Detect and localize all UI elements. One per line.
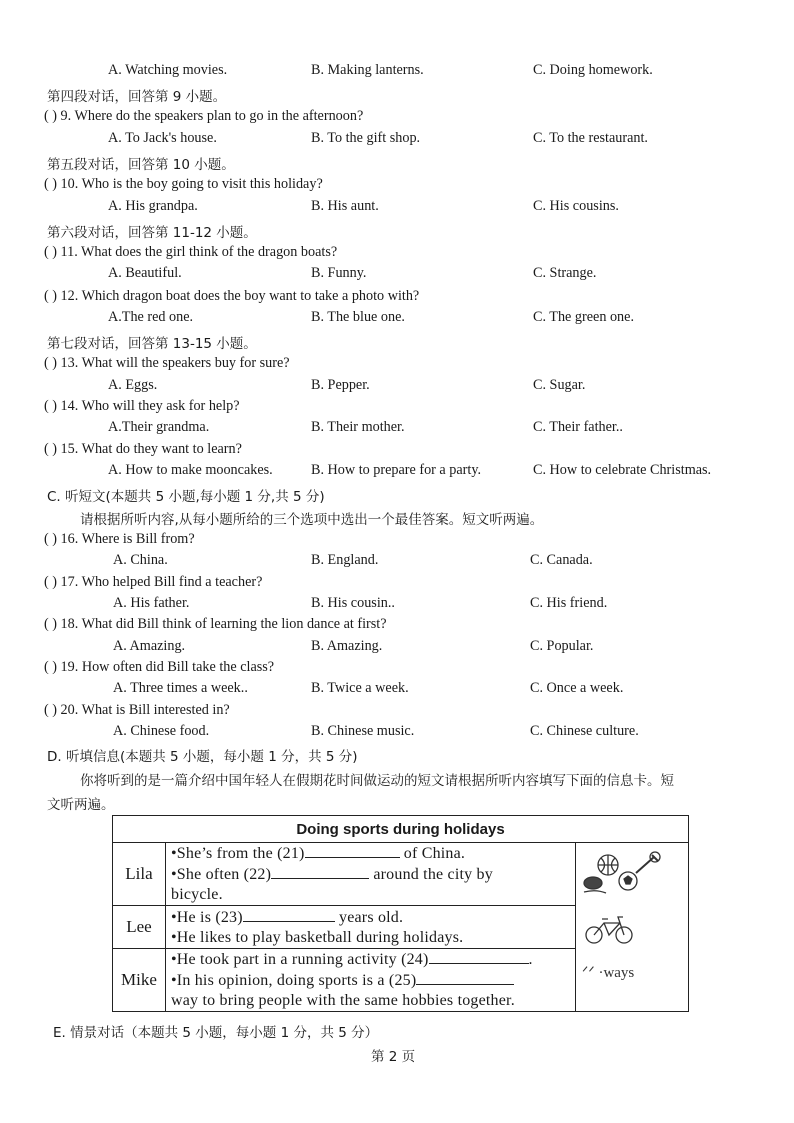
q8opts-text: C. Doing homework. <box>533 62 653 78</box>
q16opts-text: C. Canada. <box>530 552 593 568</box>
card-line-text: of China. <box>399 845 466 862</box>
q20-text: ( ) 20. What is Bill interested in? <box>44 702 230 718</box>
q17opts-text: A. His father. <box>113 595 190 611</box>
q16opts-text: B. England. <box>311 552 379 568</box>
card-line <box>171 843 575 864</box>
card-line-text: way to bring people with the same hobbies together. <box>171 992 515 1009</box>
lee-info <box>166 906 576 949</box>
card-title: Doing sports during holidays <box>113 816 689 843</box>
q12opts-text: A.The red one. <box>108 309 194 325</box>
q8opts-text: B. Making lanterns. <box>311 62 424 78</box>
q13opts-text: B. Pepper. <box>311 377 370 393</box>
secDinst2-text: 文听两遍。 <box>47 797 115 813</box>
q11-text: ( ) 11. What does the girl think of the dragon boats? <box>44 244 338 260</box>
q20opts-text: C. Chinese culture. <box>530 723 639 739</box>
q10opts-text: A. His grandpa. <box>108 198 198 214</box>
q10opts-text: B. His aunt. <box>311 198 379 214</box>
card-line-text: •He took part in a running activity (24) <box>171 951 429 968</box>
sports-icons <box>576 845 688 1005</box>
sports-pictures <box>576 843 689 1012</box>
q20opts-text: B. Chinese music. <box>311 723 415 739</box>
q20opts-text: A. Chinese food. <box>113 723 210 739</box>
q9opts-text: C. To the restaurant. <box>533 130 648 146</box>
pic-caption: ᐟᐟ ·ways <box>582 964 635 981</box>
mike-info <box>166 949 576 1012</box>
card-line <box>171 949 575 970</box>
card-line <box>171 991 575 1011</box>
q9opts-text: A. To Jack's house. <box>108 130 217 146</box>
sec6-text: 第六段对话，回答第 11-12 小题。 <box>47 225 257 241</box>
name-lee: Lee <box>113 906 166 949</box>
card-line-text: bicycle. <box>171 886 223 903</box>
card-line-text: •She’s from the (21) <box>171 845 305 862</box>
card-line-text: •He likes to play basketball during holidays. <box>171 928 464 946</box>
answer-blank[interactable] <box>243 907 335 922</box>
secDinst1-text: 你将听到的是一篇介绍中国年轻人在假期花时间做运动的短文请根据所听内容填写下面的信息卡。短 <box>80 773 674 789</box>
q15opts-text: A. How to make mooncakes. <box>108 462 273 478</box>
q13opts-text: A. Eggs. <box>108 377 158 393</box>
lila-info <box>166 843 576 906</box>
answer-blank[interactable] <box>305 843 400 858</box>
card-line-text: •She often (22) <box>171 866 272 883</box>
racket-icon <box>636 855 658 873</box>
q15opts-text: B. How to prepare for a party. <box>311 462 482 478</box>
q17opts-text: B. His cousin.. <box>311 595 395 611</box>
card-line <box>171 864 575 885</box>
q8opts-text: A. Watching movies. <box>108 62 228 78</box>
secE-text: E. 情景对话（本题共 5 小题，每小题 1 分，共 5 分） <box>53 1025 379 1041</box>
q14opts-text: B. Their mother. <box>311 419 405 435</box>
card-line <box>171 907 575 928</box>
q19opts-text: B. Twice a week. <box>311 680 409 696</box>
q14-text: ( ) 14. Who will they ask for help? <box>44 398 240 414</box>
secC-text: C. 听短文(本题共 5 小题,每小题 1 分,共 5 分) <box>47 489 325 505</box>
q18opts-text: A. Amazing. <box>113 638 186 654</box>
q18opts-text: C. Popular. <box>530 638 594 654</box>
card-line <box>171 885 575 905</box>
q16opts-text: A. China. <box>113 552 168 568</box>
answer-blank[interactable] <box>416 970 514 985</box>
name-lila: Lila <box>113 843 166 906</box>
card-line <box>171 970 575 991</box>
q15-text: ( ) 15. What do they want to learn? <box>44 441 242 457</box>
q14opts-text: A.Their grandma. <box>108 419 210 435</box>
q17opts-text: C. His friend. <box>530 595 608 611</box>
q14opts-text: C. Their father.. <box>533 419 623 435</box>
sec4-text: 第四段对话，回答第 9 小题。 <box>47 89 227 105</box>
football-icon <box>584 877 602 889</box>
q19-text: ( ) 19. How often did Bill take the class? <box>44 659 275 675</box>
q19opts-text: A. Three times a week.. <box>113 680 248 696</box>
q13-text: ( ) 13. What will the speakers buy for sure? <box>44 355 290 371</box>
q13opts-text: C. Sugar. <box>533 377 586 393</box>
card-line-text: •He is (23) <box>171 908 243 926</box>
answer-blank[interactable] <box>271 864 369 879</box>
secCinst-text: 请根据所听内容,从每小题所给的三个选项中选出一个最佳答案。短文听两遍。 <box>80 512 544 528</box>
q12opts-text: B. The blue one. <box>311 309 405 325</box>
sec5-text: 第五段对话，回答第 10 小题。 <box>47 157 235 173</box>
q11opts-text: A. Beautiful. <box>108 265 182 281</box>
card-line <box>171 928 575 948</box>
secD-text: D. 听填信息(本题共 5 小题，每小题 1 分，共 5 分) <box>47 749 358 765</box>
sec7-text: 第七段对话，回答第 13-15 小题。 <box>47 336 257 352</box>
q17-text: ( ) 17. Who helped Bill find a teacher? <box>44 574 263 590</box>
card-line-text: . <box>528 951 533 968</box>
q12opts-text: C. The green one. <box>533 309 634 325</box>
q10opts-text: C. His cousins. <box>533 198 619 214</box>
q10-text: ( ) 10. Who is the boy going to visit this holiday? <box>44 176 323 192</box>
q15opts-text: C. How to celebrate Christmas. <box>533 462 712 478</box>
q11opts-text: C. Strange. <box>533 265 597 281</box>
q9opts-text: B. To the gift shop. <box>311 130 421 146</box>
card-line-text: •In his opinion, doing sports is a (25) <box>171 972 417 989</box>
footer-text: 第 2 页 <box>371 1049 416 1065</box>
q9-text: ( ) 9. Where do the speakers plan to go in the afternoon? <box>44 108 364 124</box>
info-card <box>112 815 689 1012</box>
q18-text: ( ) 18. What did Bill think of learning the lion dance at first? <box>44 616 387 632</box>
q18opts-text: B. Amazing. <box>311 638 383 654</box>
card-line-text: years old. <box>334 908 404 926</box>
name-mike: Mike <box>113 949 166 1012</box>
q11opts-text: B. Funny. <box>311 265 367 281</box>
q19opts-text: C. Once a week. <box>530 680 624 696</box>
q12-text: ( ) 12. Which dragon boat does the boy want to take a photo with? <box>44 288 420 304</box>
q16-text: ( ) 16. Where is Bill from? <box>44 531 195 547</box>
card-line-text: around the city by <box>369 866 493 883</box>
answer-blank[interactable] <box>429 949 529 964</box>
